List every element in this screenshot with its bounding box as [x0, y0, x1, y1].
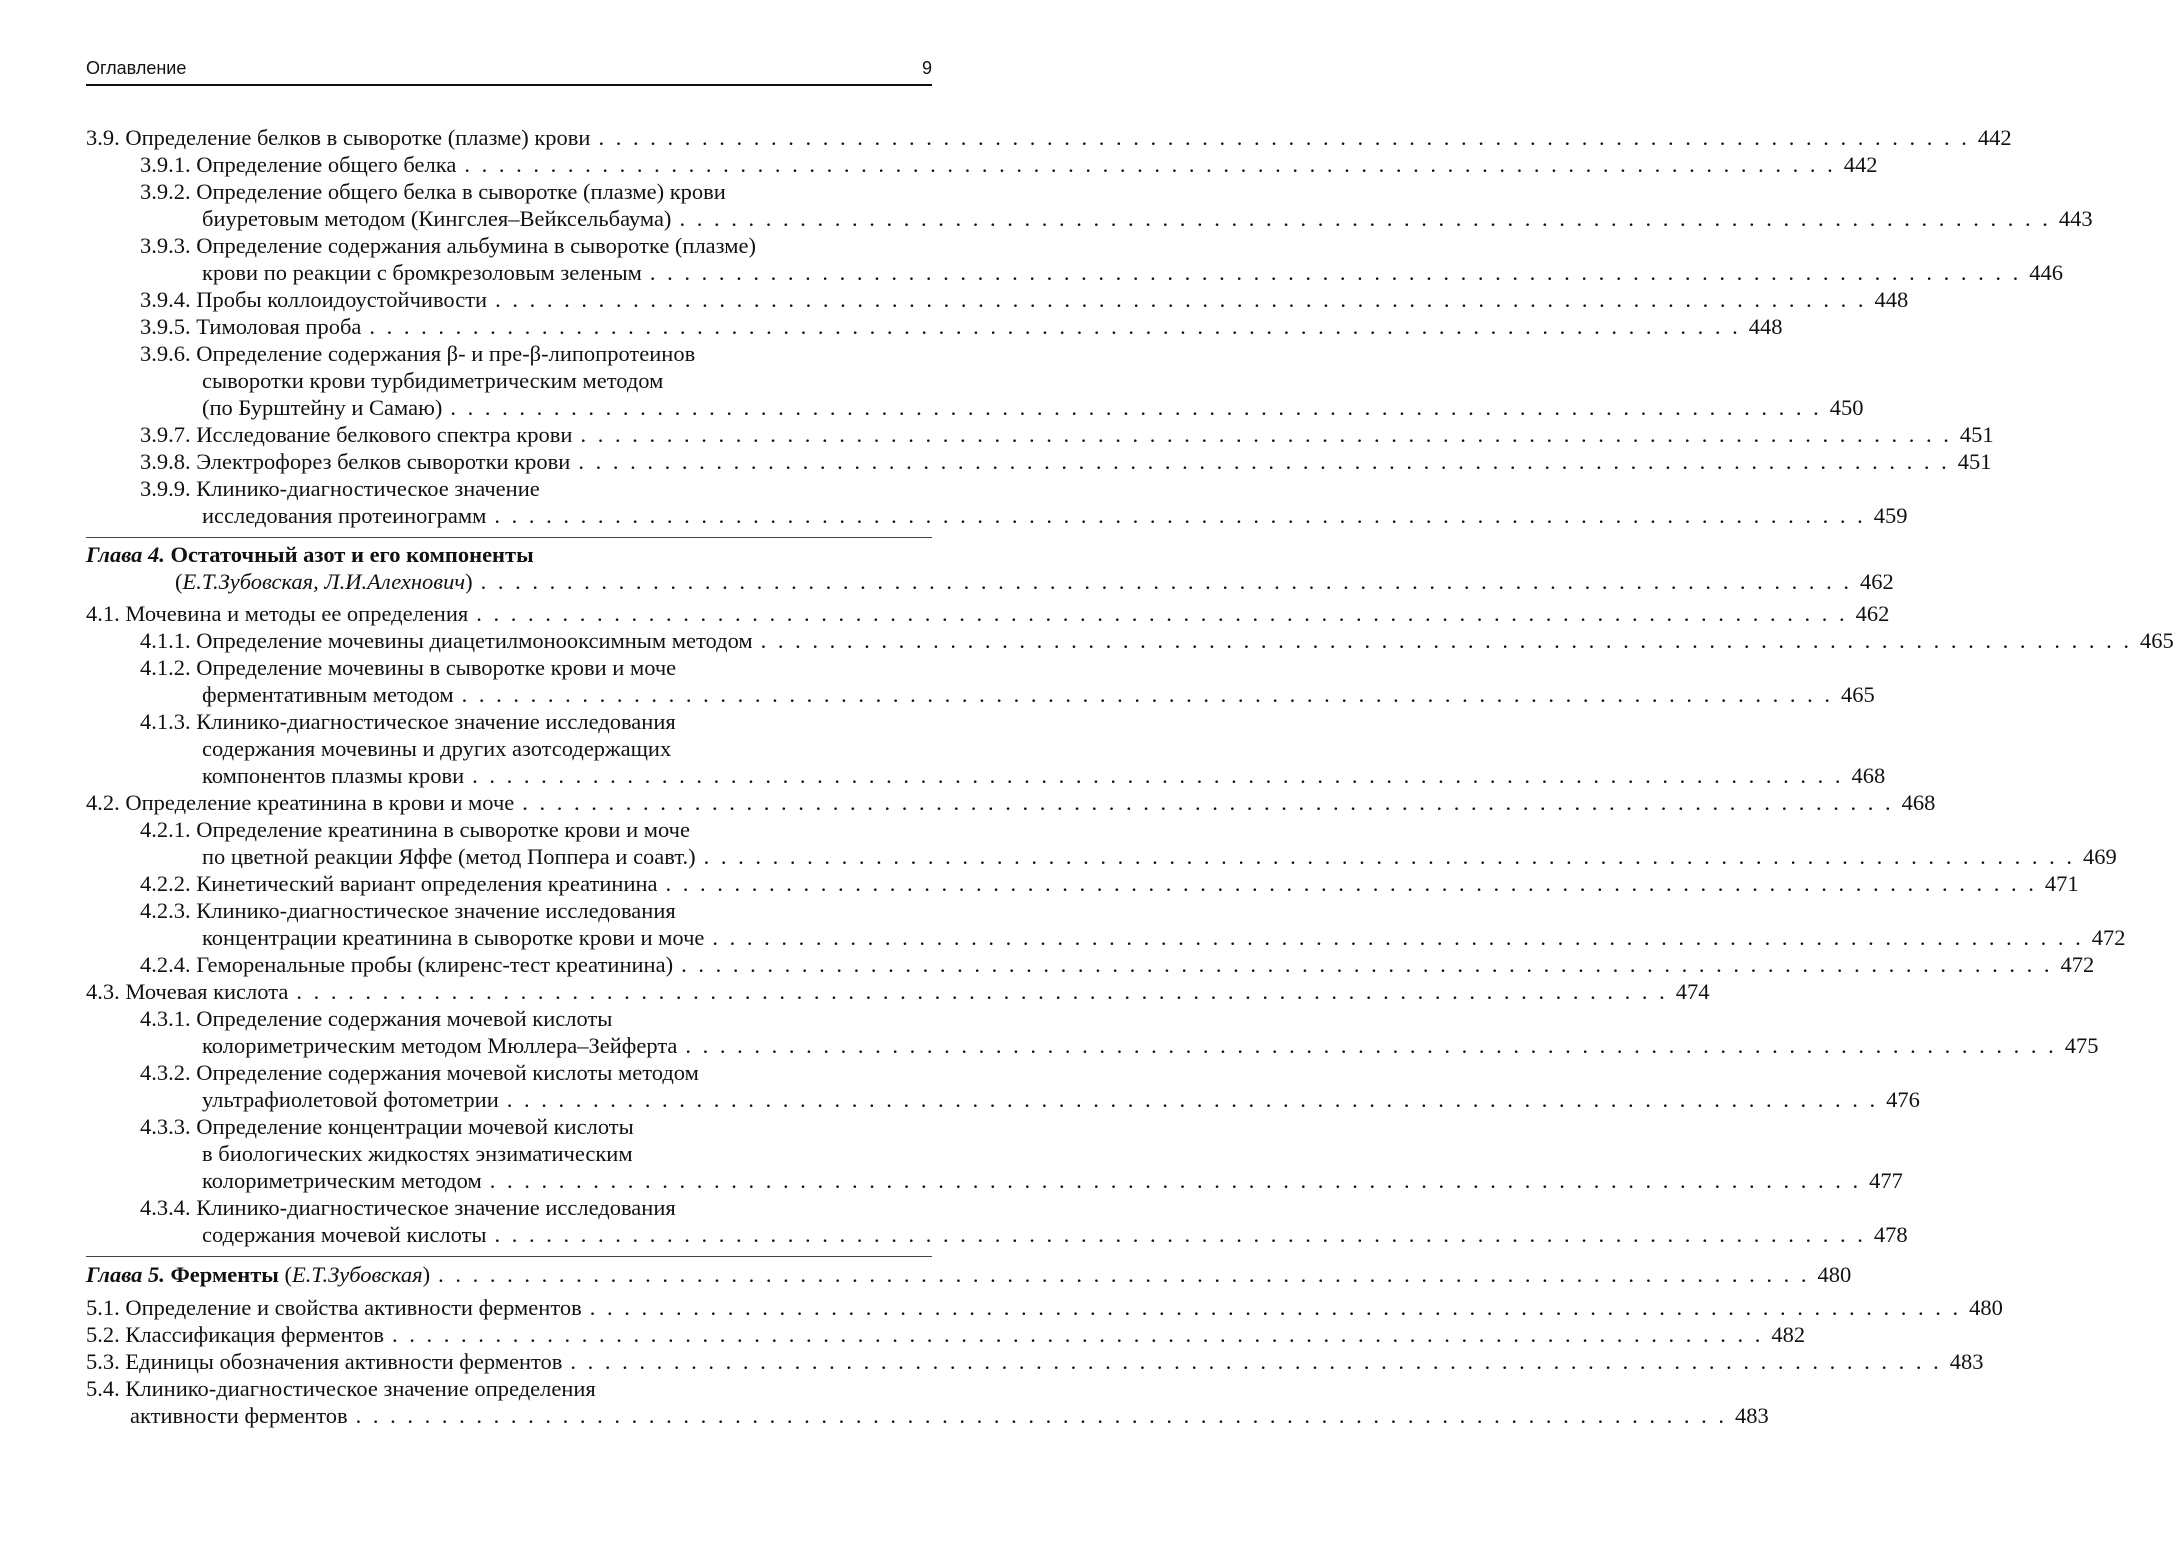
entry-text: содержания мочевины и других азотсодержащих — [202, 736, 672, 761]
toc-entry[interactable] — [140, 627, 2174, 654]
toc-chapter-line[interactable] — [86, 1261, 1852, 1288]
entry-text: 4.3.4. Клинико-диагностическое значение исследования — [140, 1195, 676, 1220]
page-number: 472 — [2060, 952, 2095, 977]
toc-entry[interactable] — [202, 924, 2126, 951]
dot-leader: . . . . . . . . . . . . . . . . . . . . . . . . . . . . . . . . . . . . . . . . . . . . . . . . . . . . . . . . . . . . . . . . . . . . . . . . . . . . . . . . — [703, 844, 2075, 869]
toc-entry[interactable] — [202, 681, 1875, 708]
entry-text: компонентов плазмы крови — [202, 763, 465, 788]
entry-text: содержания мочевой кислоты — [202, 1222, 487, 1247]
entry-text: 4.3.3. Определение концентрации мочевой кислоты — [140, 1114, 634, 1139]
toc-entry[interactable] — [140, 475, 540, 502]
page-number: 475 — [2064, 1033, 2099, 1058]
entry-text: сыворотки крови турбидиметрическим методом — [202, 368, 664, 393]
paren-open: ( — [284, 1262, 292, 1287]
entry-text: колориметрическим методом Мюллера–Зейферта — [202, 1033, 678, 1058]
toc-entry[interactable] — [140, 897, 676, 924]
dot-leader: . . . . . . . . . . . . . . . . . . . . . . . . . . . . . . . . . . . . . . . . . . . . . . . . . . . . . . . . . . . . . . . . . . . . . . . . . . . . . . . . — [580, 422, 1952, 447]
page-number: 451 — [1957, 449, 1992, 474]
entry-text: 4.2.1. Определение креатинина в сыворотке крови и моче — [140, 817, 690, 842]
entry-text: 4.2.2. Кинетический вариант определения креатинина — [140, 871, 658, 896]
dot-leader: . . . . . . . . . . . . . . . . . . . . . . . . . . . . . . . . . . . . . . . . . . . . . . . . . . . . . . . . . . . . . . . . . . . . . . . . . . . . . . . . — [506, 1087, 1879, 1112]
dot-leader: . . . . . . . . . . . . . . . . . . . . . . . . . . . . . . . . . . . . . . . . . . . . . . . . . . . . . . . . . . . . . . . . . . . . . . . . . . . . . . . . — [369, 314, 1741, 339]
dot-leader: . . . . . . . . . . . . . . . . . . . . . . . . . . . . . . . . . . . . . . . . . . . . . . . . . . . . . . . . . . . . . . . . . . . . . . . . . . . . . . . . — [461, 682, 1834, 707]
entry-text: в биологических жидкостях энзиматическим — [202, 1141, 633, 1166]
page-number: 482 — [1771, 1322, 1806, 1347]
entry-text: 4.2. Определение креатинина в крови и моче — [86, 790, 515, 815]
dot-leader: . . . . . . . . . . . . . . . . . . . . . . . . . . . . . . . . . . . . . . . . . . . . . . . . . . . . . . . . . . . . . . . . . . . . . . . . . . . . . . . . — [495, 287, 1867, 312]
toc-entry[interactable] — [140, 708, 676, 735]
page-number: 480 — [1969, 1295, 2003, 1320]
toc-chapter-line[interactable] — [86, 541, 534, 568]
toc-entry[interactable] — [140, 1059, 699, 1086]
entry-text: 3.9.3. Определение содержания альбумина в сыворотке (плазме) — [140, 233, 756, 258]
dot-leader: . . . . . . . . . . . . . . . . . . . . . . . . . . . . . . . . . . . . . . . . . . . . . . . . . . . . . . . . . . . . . . . . . . . . . . . . . . . . . . . . — [296, 979, 1668, 1004]
entry-text: ультрафиолетовой фотометрии — [202, 1087, 499, 1112]
page-number: 442 — [1977, 125, 2012, 150]
dot-leader: . . . . . . . . . . . . . . . . . . . . . . . . . . . . . . . . . . . . . . . . . . . . . . . . . . . . . . . . . . . . . . . . . . . . . . . . . . . . . . . . — [494, 1222, 1866, 1247]
toc-entry[interactable] — [202, 259, 2064, 286]
toc-entry[interactable] — [140, 1194, 676, 1221]
toc-entry[interactable] — [202, 1032, 2099, 1059]
entry-text: 4.1.1. Определение мочевины диацетилмонооксимным методом — [140, 628, 753, 653]
toc-entry[interactable] — [86, 1348, 1984, 1375]
dot-leader: . . . . . . . . . . . . . . . . . . . . . . . . . . . . . . . . . . . . . . . . . . . . . . . . . . . . . . . . . . . . . . . . . . . . . . . . . . . . . . . . — [494, 503, 1866, 528]
toc-entry[interactable] — [202, 502, 1908, 529]
page-number: 443 — [2058, 206, 2093, 231]
entry-text: 5.3. Единицы обозначения активности ферментов — [86, 1349, 563, 1374]
entry-text: (по Бурштейну и Самаю) — [202, 395, 443, 420]
toc-entry[interactable] — [140, 1005, 612, 1032]
dot-leader: . . . . . . . . . . . . . . . . . . . . . . . . . . . . . . . . . . . . . . . . . . . . . . . . . . . . . . . . . . . . . . . . . . . . . . . . . . . . . . . . — [522, 790, 1894, 815]
page-number: 474 — [1675, 979, 1710, 1004]
toc-entry[interactable] — [202, 843, 2117, 870]
dot-leader: . . . . . . . . . . . . . . . . . . . . . . . . . . . . . . . . . . . . . . . . . . . . . . . . . . . . . . . . . . . . . . . . . . . . . . . . . . . . . . . . — [679, 206, 2051, 231]
entry-text: биуретовым методом (Кингслея–Вейксельбаума) — [202, 206, 672, 231]
entry-text: крови по реакции с бромкрезоловым зеленым — [202, 260, 642, 285]
dot-leader: . . . . . . . . . . . . . . . . . . . . . . . . . . . . . . . . . . . . . . . . . . . . . . . . . . . . . . . . . . . . . . . . . . . . . . . . . . . . . . . . — [665, 871, 2037, 896]
entry-text: 4.2.3. Клинико-диагностическое значение исследования — [140, 898, 676, 923]
page-number: 450 — [1829, 395, 1864, 420]
entry-text: 4.3.1. Определение содержания мочевой кислоты — [140, 1006, 613, 1031]
dot-leader: . . . . . . . . . . . . . . . . . . . . . . . . . . . . . . . . . . . . . . . . . . . . . . . . . . . . . . . . . . . . . . . . . . . . . . . . . . . . . . . . — [685, 1033, 2057, 1058]
toc-entry[interactable] — [140, 313, 1783, 340]
page-number: 442 — [1843, 152, 1878, 177]
entry-text: по цветной реакции Яффе (метод Поппера и соавт.) — [202, 844, 696, 869]
page-number: 468 — [1901, 790, 1936, 815]
page-number: 483 — [1949, 1349, 1984, 1374]
toc-entry[interactable] — [202, 205, 2093, 232]
entry-text: 5.2. Классификация ферментов — [86, 1322, 385, 1347]
chapter-title: Остаточный азот и его компоненты — [170, 542, 534, 567]
chapter-separator — [86, 1256, 932, 1257]
entry-text: 3.9.6. Определение содержания β- и пре-β-липопротеинов — [140, 341, 696, 366]
entry-text: исследования протеинограмм — [202, 503, 487, 528]
page-number: 451 — [1959, 422, 1994, 447]
toc-entry[interactable] — [140, 232, 756, 259]
entry-text: 4.3.2. Определение содержания мочевой кислоты методом — [140, 1060, 699, 1085]
chapter-title: Ферменты — [170, 1262, 279, 1287]
dot-leader: . . . . . . . . . . . . . . . . . . . . . . . . . . . . . . . . . . . . . . . . . . . . . . . . . . . . . . . . . . . . . . . . . . . . . . . . . . . . . . . . — [712, 925, 2084, 950]
page-number: 448 — [1748, 314, 1783, 339]
dot-leader: . . . . . . . . . . . . . . . . . . . . . . . . . . . . . . . . . . . . . . . . . . . . . . . . . . . . . . . . . . . . . . . . . . . . . . . . . . . . . . . . — [472, 763, 1844, 788]
toc-entry[interactable] — [140, 870, 2079, 897]
dot-leader: . . . . . . . . . . . . . . . . . . . . . . . . . . . . . . . . . . . . . . . . . . . . . . . . . . . . . . . . . . . . . . . . . . . . . . . . . . . . . . . . — [649, 260, 2022, 285]
toc-entry[interactable] — [86, 978, 1710, 1005]
toc-entry[interactable] — [175, 568, 1894, 595]
toc-entry[interactable] — [86, 1294, 2003, 1321]
entry-text — [86, 1261, 430, 1288]
page-number: 478 — [1873, 1222, 1908, 1247]
entry-text: 4.1.2. Определение мочевины в сыворотке крови и моче — [140, 655, 677, 680]
toc-entry[interactable] — [140, 286, 1909, 313]
page-number: 448 — [1874, 287, 1909, 312]
page-number: 465 — [1841, 682, 1875, 707]
chapter-number: Глава 5. — [86, 1262, 165, 1287]
page-number: 477 — [1869, 1168, 1903, 1193]
paren-close: ) — [465, 569, 473, 594]
toc-entry[interactable] — [140, 178, 726, 205]
dot-leader: . . . . . . . . . . . . . . . . . . . . . . . . . . . . . . . . . . . . . . . . . . . . . . . . . . . . . . . . . . . . . . . . . . . . . . . . . . . . . . . . — [464, 152, 1836, 177]
entry-text: 3.9.4. Пробы коллоидоустойчивости — [140, 287, 488, 312]
toc-entry[interactable] — [86, 1375, 596, 1402]
chapter-authors: Е.Т.Зубовская — [291, 1262, 423, 1287]
header-title: Оглавление — [86, 58, 187, 78]
entry-text: 4.3. Мочевая кислота — [86, 979, 289, 1004]
toc-entry[interactable] — [140, 951, 2095, 978]
entry-text: 3.9. Определение белков в сыворотке (плазме) крови — [86, 125, 591, 150]
toc-entry[interactable] — [140, 654, 676, 681]
dot-leader: . . . . . . . . . . . . . . . . . . . . . . . . . . . . . . . . . . . . . . . . . . . . . . . . . . . . . . . . . . . . . . . . . . . . . . . . . . . . . . . . — [598, 125, 1970, 150]
toc-entry[interactable] — [86, 124, 2012, 151]
toc-entry[interactable] — [202, 394, 1864, 421]
chapter-authors: Е.Т.Зубовская, Л.И.Алехнович — [182, 569, 466, 594]
page-number: 472 — [2091, 925, 2126, 950]
dot-leader: . . . . . . . . . . . . . . . . . . . . . . . . . . . . . . . . . . . . . . . . . . . . . . . . . . . . . . . . . . . . . . . . . . . . . . . . . . . . . . . . — [476, 601, 1848, 626]
dot-leader: . . . . . . . . . . . . . . . . . . . . . . . . . . . . . . . . . . . . . . . . . . . . . . . . . . . . . . . . . . . . . . . . . . . . . . . . . . . . . . . . — [681, 952, 2053, 977]
toc-entry[interactable] — [140, 1113, 634, 1140]
dot-leader: . . . . . . . . . . . . . . . . . . . . . . . . . . . . . . . . . . . . . . . . . . . . . . . . . . . . . . . . . . . . . . . . . . . . . . . . . . . . . . . . — [480, 569, 1852, 594]
page-number: 469 — [2083, 844, 2117, 869]
entry-text: 3.9.8. Электрофорез белков сыворотки крови — [140, 449, 571, 474]
entry-text: 4.2.4. Геморенальные пробы (клиренс-тест креатинина) — [140, 952, 674, 977]
toc-entry[interactable] — [140, 448, 1992, 475]
chapter-number: Глава 4. — [86, 542, 165, 567]
entry-text: 3.9.1. Определение общего белка — [140, 152, 457, 177]
entry-text: 5.1. Определение и свойства активности ферментов — [86, 1295, 582, 1320]
toc-entry[interactable] — [202, 1086, 1920, 1113]
toc-entry[interactable] — [202, 1167, 1903, 1194]
dot-leader: . . . . . . . . . . . . . . . . . . . . . . . . . . . . . . . . . . . . . . . . . . . . . . . . . . . . . . . . . . . . . . . . . . . . . . . . . . . . . . . . — [450, 395, 1822, 420]
entry-text: активности ферментов — [130, 1403, 348, 1428]
paren-open: ( — [175, 569, 183, 594]
dot-leader: . . . . . . . . . . . . . . . . . . . . . . . . . . . . . . . . . . . . . . . . . . . . . . . . . . . . . . . . . . . . . . . . . . . . . . . . . . . . . . . . — [589, 1295, 1962, 1320]
toc-entry[interactable] — [86, 600, 1890, 627]
page-number: 465 — [2140, 628, 2174, 653]
page-number: 483 — [1734, 1403, 1769, 1428]
page-number: 468 — [1851, 763, 1886, 788]
toc-entry[interactable] — [140, 340, 695, 367]
entry-text: 4.1.3. Клинико-диагностическое значение исследования — [140, 709, 676, 734]
toc-entry[interactable] — [86, 789, 1936, 816]
dot-leader: . . . . . . . . . . . . . . . . . . . . . . . . . . . . . . . . . . . . . . . . . . . . . . . . . . . . . . . . . . . . . . . . . . . . . . . . . . . . . . . . — [578, 449, 1950, 474]
entry-text: концентрации креатинина в сыворотке крови и моче — [202, 925, 705, 950]
toc-entry[interactable] — [140, 421, 1994, 448]
toc-entry[interactable] — [130, 1402, 1769, 1429]
entry-text: 4.1. Мочевина и методы ее определения — [86, 601, 469, 626]
page-number: 471 — [2044, 871, 2079, 896]
toc-entry[interactable] — [202, 1221, 1908, 1248]
entry-text — [175, 568, 473, 595]
toc-entry[interactable] — [86, 1321, 1806, 1348]
toc-entry[interactable] — [140, 816, 690, 843]
page-number: 446 — [2029, 260, 2064, 285]
entry-text: 3.9.5. Тимоловая проба — [140, 314, 362, 339]
toc-entry[interactable] — [202, 1140, 633, 1167]
entry-text: 3.9.2. Определение общего белка в сыворотке (плазме) крови — [140, 179, 726, 204]
dot-leader: . . . . . . . . . . . . . . . . . . . . . . . . . . . . . . . . . . . . . . . . . . . . . . . . . . . . . . . . . . . . . . . . . . . . . . . . . . . . . . . . — [438, 1262, 1810, 1287]
page-number: 462 — [1859, 569, 1894, 594]
entry-text: ферментативным методом — [202, 682, 454, 707]
dot-leader: . . . . . . . . . . . . . . . . . . . . . . . . . . . . . . . . . . . . . . . . . . . . . . . . . . . . . . . . . . . . . . . . . . . . . . . . . . . . . . . . — [760, 628, 2133, 653]
entry-text: 3.9.9. Клинико-диагностическое значение — [140, 476, 540, 501]
header-page-number: 9 — [921, 58, 932, 78]
page-number: 459 — [1873, 503, 1908, 528]
toc-entry[interactable] — [202, 762, 1886, 789]
toc-entry[interactable] — [140, 151, 1878, 178]
page-number: 476 — [1886, 1087, 1920, 1112]
chapter-separator — [86, 537, 932, 538]
entry-text: 5.4. Клинико-диагностическое значение определения — [86, 1376, 596, 1401]
entry-text — [86, 541, 534, 568]
dot-leader: . . . . . . . . . . . . . . . . . . . . . . . . . . . . . . . . . . . . . . . . . . . . . . . . . . . . . . . . . . . . . . . . . . . . . . . . . . . . . . . . — [392, 1322, 1764, 1347]
toc-entry[interactable] — [202, 735, 671, 762]
dot-leader: . . . . . . . . . . . . . . . . . . . . . . . . . . . . . . . . . . . . . . . . . . . . . . . . . . . . . . . . . . . . . . . . . . . . . . . . . . . . . . . . — [355, 1403, 1727, 1428]
entry-text: 3.9.7. Исследование белкового спектра крови — [140, 422, 573, 447]
page-number: 480 — [1817, 1262, 1852, 1287]
dot-leader: . . . . . . . . . . . . . . . . . . . . . . . . . . . . . . . . . . . . . . . . . . . . . . . . . . . . . . . . . . . . . . . . . . . . . . . . . . . . . . . . — [570, 1349, 1942, 1374]
entry-text: колориметрическим методом — [202, 1168, 482, 1193]
page-number: 462 — [1855, 601, 1890, 626]
toc-entry[interactable] — [202, 367, 663, 394]
dot-leader: . . . . . . . . . . . . . . . . . . . . . . . . . . . . . . . . . . . . . . . . . . . . . . . . . . . . . . . . . . . . . . . . . . . . . . . . . . . . . . . . — [489, 1168, 1862, 1193]
paren-close: ) — [422, 1262, 431, 1287]
